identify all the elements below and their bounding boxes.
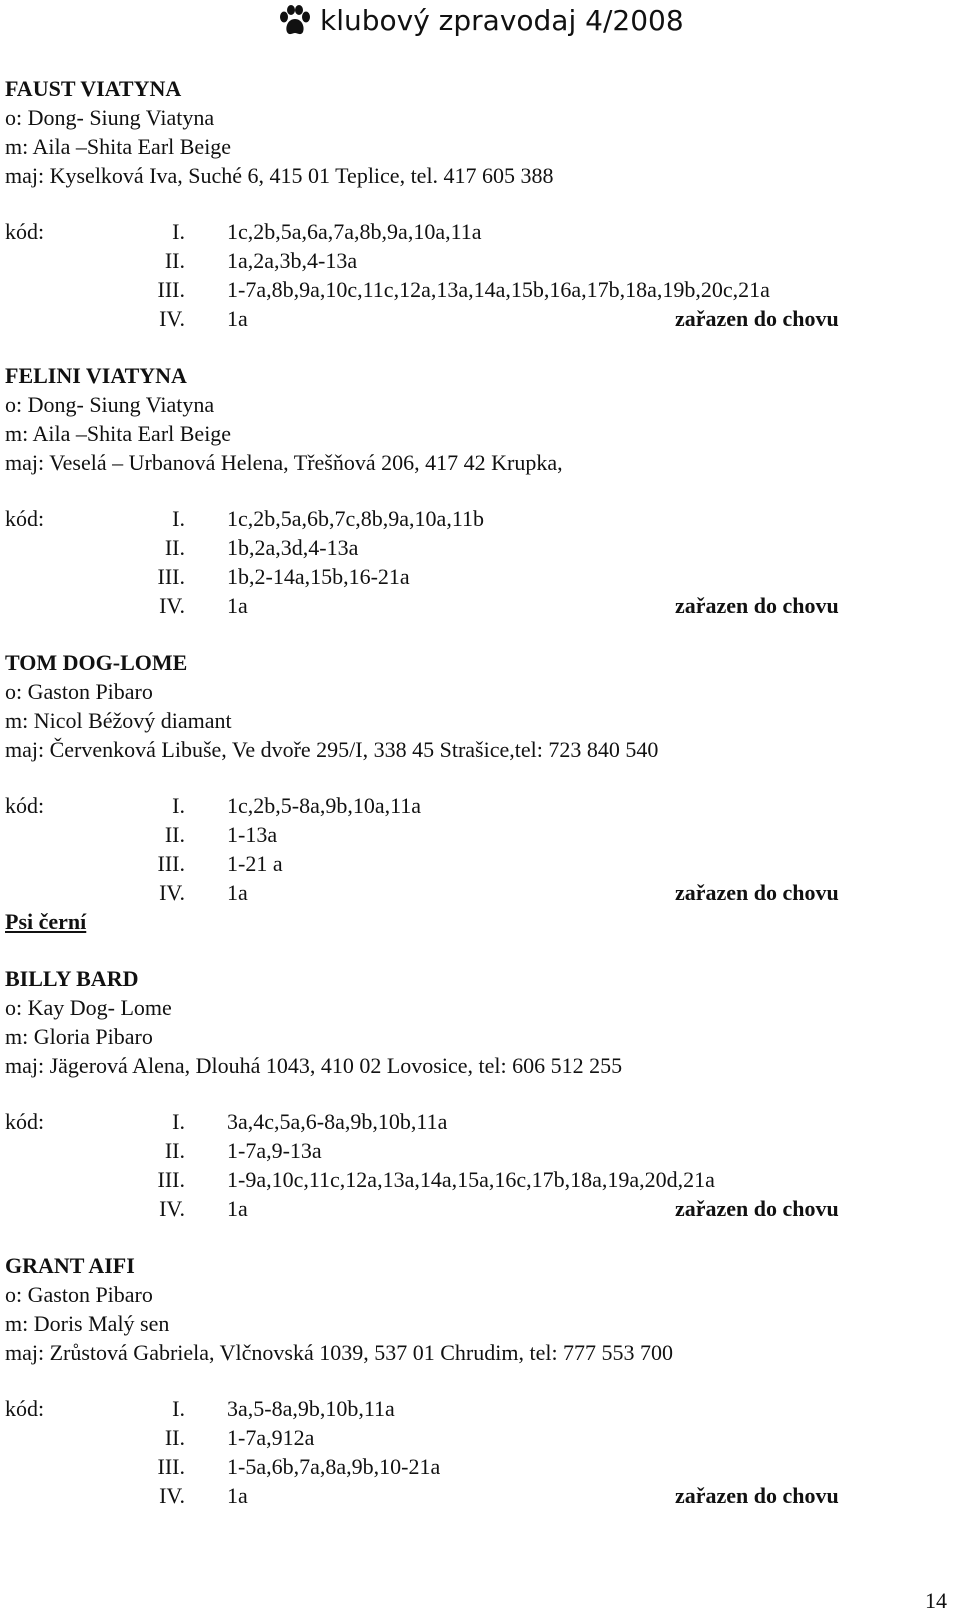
- roman-numeral: IV.: [159, 1196, 185, 1221]
- roman-numeral: I.: [172, 506, 185, 531]
- codes-value: 1c,2b,5a,6b,7c,8b,9a,10a,11b: [227, 506, 485, 531]
- code-row-4: [5, 591, 905, 620]
- section-heading-black-dogs: Psi černí: [5, 909, 87, 934]
- code-row-4: [5, 1194, 905, 1223]
- code-row-2: [5, 533, 905, 562]
- roman-numeral: I.: [172, 793, 185, 818]
- code-row-3: [5, 849, 905, 878]
- roman-numeral: I.: [172, 219, 185, 244]
- code-row-1: [5, 217, 905, 246]
- roman-numeral: II.: [164, 1138, 185, 1163]
- roman-numeral: II.: [164, 535, 185, 560]
- breeding-status: zařazen do chovu: [675, 306, 839, 331]
- codes-value: 1-5a,6b,7a,8a,9b,10-21a: [227, 1454, 441, 1479]
- owner-line: maj: Veselá – Urbanová Helena, Třešňová 206, 417 42 Krupka,: [5, 450, 563, 475]
- section-row: [5, 907, 905, 936]
- code-label: kód:: [5, 793, 45, 818]
- code-row-1: [5, 791, 905, 820]
- roman-numeral: II.: [164, 822, 185, 847]
- roman-numeral: III.: [157, 1454, 185, 1479]
- code-row-4: [5, 878, 905, 907]
- roman-numeral: IV.: [159, 593, 185, 618]
- dog-entry: [5, 648, 905, 936]
- page-number: 14: [925, 1588, 947, 1613]
- father-line: o: Gaston Pibaro: [5, 679, 153, 704]
- roman-numeral: IV.: [159, 306, 185, 331]
- roman-numeral: I.: [172, 1396, 185, 1421]
- roman-numeral: IV.: [159, 880, 185, 905]
- codes-value: 3a,4c,5a,6-8a,9b,10b,11a: [227, 1109, 448, 1134]
- father-line: o: Kay Dog- Lome: [5, 995, 172, 1020]
- mother-line: m: Aila –Shita Earl Beige: [5, 421, 232, 446]
- codes-value: 1-7a,9-13a: [227, 1138, 322, 1163]
- codes-value: 1c,2b,5-8a,9b,10a,11a: [227, 793, 422, 818]
- codes-value: 1-9a,10c,11c,12a,13a,14a,15a,16c,17b,18a,19a,20d,21a: [227, 1167, 715, 1192]
- mother-line: m: Aila –Shita Earl Beige: [5, 134, 232, 159]
- dog-entry: [5, 1251, 905, 1510]
- roman-numeral: III.: [157, 1167, 185, 1192]
- codes-value: 1-21 a: [227, 851, 283, 876]
- code-row-3: [5, 1452, 905, 1481]
- dog-entry: [5, 964, 905, 1223]
- codes-value: 1c,2b,5a,6a,7a,8b,9a,10a,11a: [227, 219, 482, 244]
- code-label: kód:: [5, 1109, 45, 1134]
- code-row-3: [5, 275, 905, 304]
- codes-value: 1-7a,912a: [227, 1425, 315, 1450]
- roman-numeral: I.: [172, 1109, 185, 1134]
- roman-numeral: IV.: [159, 1483, 185, 1508]
- code-label: kód:: [5, 1396, 45, 1421]
- dog-entry: [5, 361, 905, 620]
- page-header: [278, 4, 684, 37]
- breeding-status: zařazen do chovu: [675, 1483, 839, 1508]
- code-row-1: [5, 504, 905, 533]
- dog-entries: [5, 74, 905, 1510]
- code-row-2: [5, 1423, 905, 1452]
- owner-line: maj: Jägerová Alena, Dlouhá 1043, 410 02 Lovosice, tel: 606 512 255: [5, 1053, 623, 1078]
- code-label: kód:: [5, 219, 45, 244]
- mother-line: m: Nicol Béžový diamant: [5, 708, 232, 733]
- codes-value: 1a: [227, 306, 248, 331]
- father-line: o: Dong- Siung Viatyna: [5, 392, 215, 417]
- roman-numeral: II.: [164, 248, 185, 273]
- codes-value: 1a: [227, 1483, 248, 1508]
- paw-print-icon: [278, 5, 312, 37]
- owner-line: maj: Zrůstová Gabriela, Vlčnovská 1039, 537 01 Chrudim, tel: 777 553 700: [5, 1340, 674, 1365]
- owner-line: maj: Červenková Libuše, Ve dvoře 295/I, 338 45 Strašice,tel: 723 840 540: [5, 737, 659, 762]
- code-row-4: [5, 304, 905, 333]
- dog-name: BILLY BARD: [5, 966, 139, 991]
- roman-numeral: III.: [157, 851, 185, 876]
- code-row-2: [5, 246, 905, 275]
- code-label: kód:: [5, 506, 45, 531]
- father-line: o: Gaston Pibaro: [5, 1282, 153, 1307]
- code-row-3: [5, 1165, 905, 1194]
- code-row-2: [5, 1136, 905, 1165]
- codes-value: 1b,2a,3d,4-13a: [227, 535, 359, 560]
- code-row-2: [5, 820, 905, 849]
- breeding-status: zařazen do chovu: [675, 880, 839, 905]
- codes-value: 1-7a,8b,9a,10c,11c,12a,13a,14a,15b,16a,17b,18a,19b,20c,21a: [227, 277, 770, 302]
- code-row-1: [5, 1394, 905, 1423]
- dog-name: FAUST VIATYNA: [5, 76, 182, 101]
- codes-value: 1-13a: [227, 822, 278, 847]
- breeding-status: zařazen do chovu: [675, 593, 839, 618]
- code-row-1: [5, 1107, 905, 1136]
- father-line: o: Dong- Siung Viatyna: [5, 105, 215, 130]
- dog-name: FELINI VIATYNA: [5, 363, 187, 388]
- newsletter-title: klubový zpravodaj 4/2008: [320, 4, 684, 37]
- dog-entry: [5, 74, 905, 333]
- codes-value: 1a: [227, 880, 248, 905]
- codes-value: 3a,5-8a,9b,10b,11a: [227, 1396, 395, 1421]
- roman-numeral: II.: [164, 1425, 185, 1450]
- codes-value: 1a: [227, 593, 248, 618]
- roman-numeral: III.: [157, 277, 185, 302]
- breeding-status: zařazen do chovu: [675, 1196, 839, 1221]
- roman-numeral: III.: [157, 564, 185, 589]
- code-row-3: [5, 562, 905, 591]
- codes-value: 1a,2a,3b,4-13a: [227, 248, 358, 273]
- mother-line: m: Doris Malý sen: [5, 1311, 170, 1336]
- codes-value: 1b,2-14a,15b,16-21a: [227, 564, 410, 589]
- dog-name: TOM DOG-LOME: [5, 650, 188, 675]
- owner-line: maj: Kyselková Iva, Suché 6, 415 01 Teplice, tel. 417 605 388: [5, 163, 554, 188]
- code-row-4: [5, 1481, 905, 1510]
- dog-name: GRANT AIFI: [5, 1253, 135, 1278]
- mother-line: m: Gloria Pibaro: [5, 1024, 153, 1049]
- codes-value: 1a: [227, 1196, 248, 1221]
